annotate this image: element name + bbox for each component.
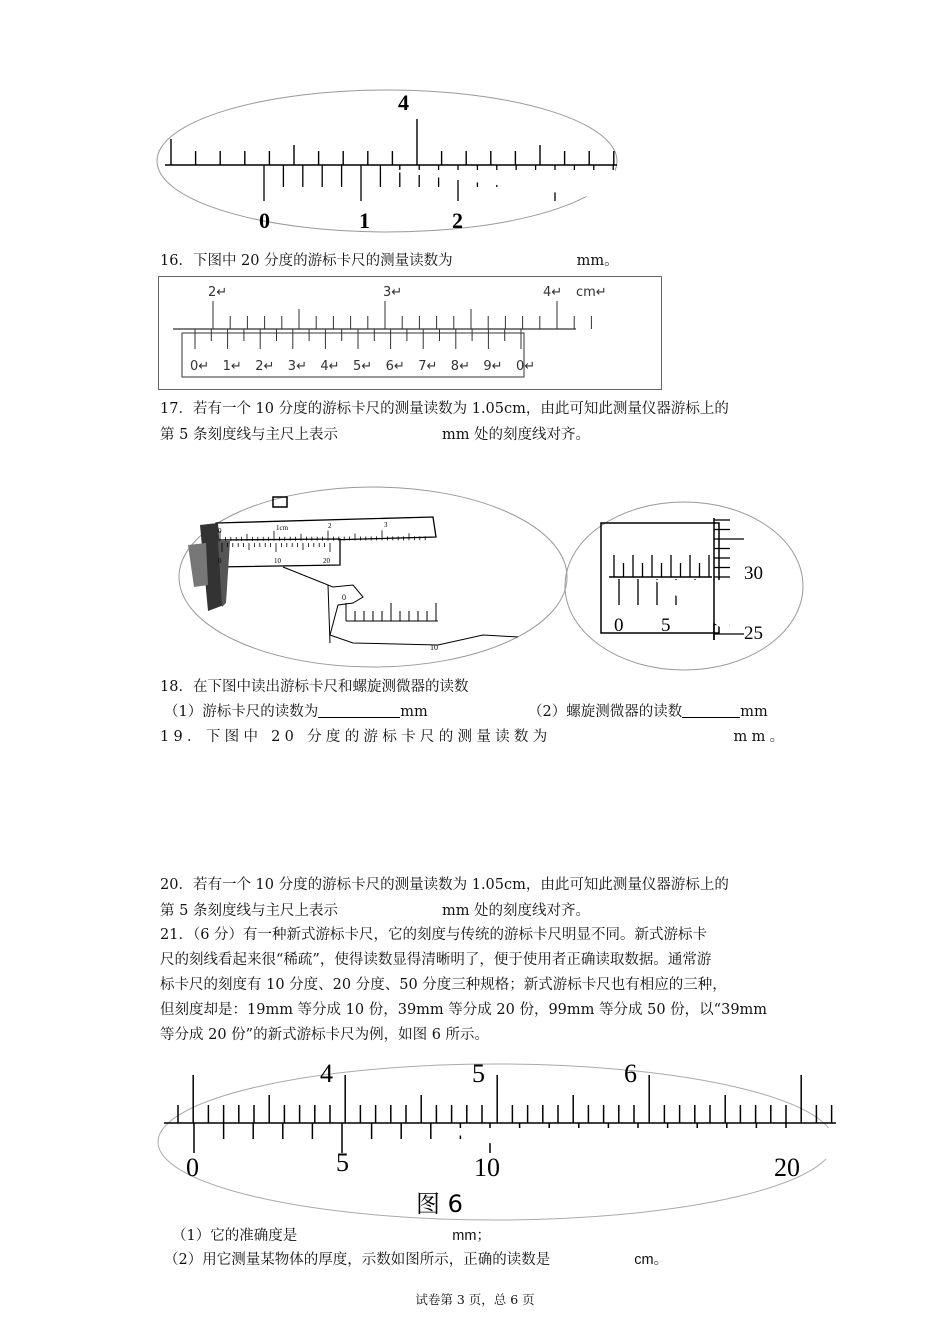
q17-text: 第 5 条刻度线与主尺上表示 [160,427,338,443]
vernier-scale-ticks [195,329,521,349]
question-18-title: 18．在下图中读出游标卡尺和螺旋测微器的读数 [160,679,469,695]
q16-unit: mm。 [576,253,619,269]
main-label: 4 [398,90,409,115]
vernier-label: 0↵ [190,359,210,374]
question-21-line5: 等分成 20 份”的新式游标卡尺为例，如图 6 所示。 [160,1027,490,1043]
vernier-label: 0 [186,1153,199,1182]
q19-text: 19．下图中 20 分度的游标卡尺的测量读数为 [160,729,552,745]
zoom-label: 10 [430,643,438,652]
thimble-label: 25 [744,623,763,644]
figure-18-caliper [178,485,570,675]
main-scale-ticks [213,301,591,329]
question-20-line2 [160,900,590,922]
question-18-part1 [164,701,428,723]
q19-unit: mm。 [733,729,789,745]
main-label: 2 [328,522,332,530]
q18-p1-unit: mm [400,704,428,720]
vernier-label: 4↵ [320,359,340,374]
sleeve-label: 5 [661,615,671,636]
vernier-label: 10 [474,1153,500,1182]
zoom-edge [328,585,330,643]
q21-p2-text: （2）用它测量某物体的厚度，示数如图所示，正确的读数是 [164,1252,551,1268]
q20-text: 第 5 条刻度线与主尺上表示 [160,903,338,919]
q16-text: 16．下图中 20 分度的游标卡尺的测量读数为 [160,253,453,269]
ellipse-frame [179,487,567,667]
figure-6-vernier [156,1046,840,1222]
vernier-label: 2 [452,208,463,233]
zoom-outline [283,567,518,645]
thimble-label: 30 [744,563,763,584]
page-footer: 试卷第 3 页，总 6 页 [415,1292,535,1307]
answer-blank[interactable] [318,702,400,718]
zoom-ticks [346,603,438,621]
vernier-label: 5↵ [353,359,373,374]
question-21-line1: 21．（6 分）有一种新式游标卡尺，它的刻度与传统的游标卡尺明显不同。新式游标卡 [160,927,708,943]
vernier-label: 10 [274,557,281,565]
q21-p1-text: （1）它的准确度是 [172,1228,298,1244]
vernier-label: 7↵ [418,359,438,374]
main-label: 2↵ [208,285,228,300]
vernier-label: 0↵ [516,359,536,374]
question-21-line4: 但刻度却是：19mm 等分成 10 份，39mm 等分成 20 份，99mm 等分成 50 份，以“39mm [160,1002,768,1018]
main-label: 0 [218,527,222,535]
figure-16-vernier [158,276,662,390]
figure-caption: 图 6 [416,1190,463,1218]
question-16 [160,250,619,272]
vernier-label: 1 [359,208,370,233]
main-label: 4↵ [543,285,563,300]
main-scale-ticks [171,119,614,165]
caliper-jaw-left [188,543,208,587]
vernier-label: 8↵ [450,359,470,374]
question-19 [160,726,788,748]
vernier-label: 6↵ [385,359,405,374]
question-20-line1: 20．若有一个 10 分度的游标卡尺的测量读数为 1.05cm，由此可知此测量仪器游标上的 [160,877,729,893]
main-label: 5 [472,1059,485,1088]
q17-unit: mm 处的刻度线对齐。 [441,427,591,443]
q18-p1-text: （1）游标卡尺的读数为 [164,704,319,720]
vernier-label: 9↵ [483,359,503,374]
main-label: 3↵ [383,285,403,300]
vernier-label: 1↵ [222,359,242,374]
main-label: 6 [624,1059,637,1088]
vernier-label: 0 [218,557,222,565]
main-scale-ticks [178,1075,832,1123]
question-17-line2 [160,424,590,446]
vernier-label: 5 [336,1148,349,1177]
question-21-part1 [172,1225,491,1247]
question-21-line2: 尺的刻线看起来很“稀疏”，使得读数显得清晰明了，便于使用者正确读取数据。通常游 [160,952,712,968]
question-17-line1: 17．若有一个 10 分度的游标卡尺的测量读数为 1.05cm，由此可知此测量仪器游标上的 [160,401,729,417]
figure-top-vernier [155,88,625,238]
main-label: 1cm [276,524,289,532]
ellipse-frame [157,90,617,232]
q18-p2-text: （2）螺旋测微器的读数 [528,704,683,720]
main-label: 3 [384,521,388,529]
question-21-line3: 标卡尺的刻度有 10 分度、20 分度、50 分度三种规格；新式游标卡尺也有相应的三种， [160,977,727,993]
question-18-part2 [528,701,768,723]
figure-18-micrometer [564,500,806,672]
unit-label: cm↵ [576,285,607,300]
vernier-label: 0 [259,208,270,233]
vernier-label: 2↵ [255,359,275,374]
zoom-label: 0 [342,593,346,602]
q21-p2-unit: cm。 [634,1252,669,1268]
q20-unit: mm 处的刻度线对齐。 [441,903,591,919]
vernier-labels [190,359,535,374]
vernier-label: 20 [323,557,330,565]
q18-p2-unit: mm [740,704,768,720]
image-cutout [380,170,615,200]
answer-blank[interactable] [682,702,740,718]
q21-p1-unit: mm； [452,1228,491,1244]
main-label: 4 [320,1059,333,1088]
vernier-label: 3↵ [287,359,307,374]
vernier-label: 20 [774,1153,800,1182]
sleeve-label: 0 [614,615,624,636]
question-21-part2 [164,1249,668,1271]
